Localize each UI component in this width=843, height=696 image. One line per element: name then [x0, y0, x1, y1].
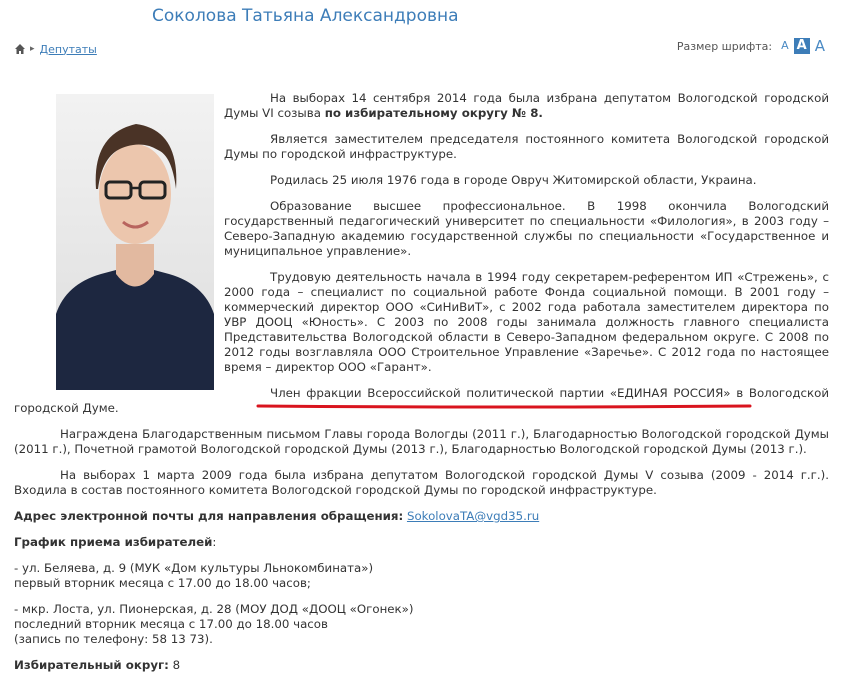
font-size-large-button[interactable]: А — [814, 37, 825, 55]
schedule-place-2-address: - мкр. Лоста, ул. Пионерская, д. 28 (МОУ ДОД «ДООЦ «Огонек») — [14, 602, 414, 616]
page-title: Соколова Татьяна Александровна — [152, 6, 459, 26]
bio-text: На выборах 14 сентября 2014 года была избрана депутатом Вологодской городской Думы VI созыва — [224, 91, 829, 120]
breadcrumb-separator: ▸ — [30, 44, 35, 54]
font-size-label: Размер шрифта: — [676, 39, 773, 53]
district-label: Избирательный округ: — [14, 658, 169, 672]
district-line — [14, 658, 829, 673]
biography — [14, 91, 829, 684]
bio-paragraph-faction: Член фракции Всероссийской политической партии «ЕДИНАЯ РОССИЯ» в Вологодской городской Думе. — [14, 386, 829, 415]
schedule-heading — [14, 535, 829, 550]
schedule-colon: : — [212, 535, 217, 549]
schedule-place-2-time: последний вторник месяца с 17.00 до 18.00 часов — [14, 617, 328, 631]
bio-paragraph-birth: Родилась 25 июля 1976 года в городе Овруч Житомирской области, Украина. — [270, 173, 757, 187]
bio-paragraph-election-2014 — [224, 91, 829, 121]
font-size-medium-button[interactable]: А — [794, 38, 810, 54]
breadcrumb — [14, 41, 97, 57]
bio-paragraph-education: Образование высшее профессиональное. В 1998 окончила Вологодский государственный педагогический университет по специальности «Филология», в 2003 году – Северо-Западную академию государственной службы по специальности «Государственное и муниципальное управление». — [224, 199, 829, 258]
bio-district-bold: по избирательному округу № 8. — [324, 106, 543, 120]
schedule-place-2 — [14, 602, 829, 647]
bio-paragraph-committee: Является заместителем председателя постоянного комитета Вологодской городской Думы по городской инфраструктуре. — [224, 132, 829, 161]
bio-paragraph-awards: Награждена Благодарственным письмом Главы города Вологды (2011 г.), Благодарностью Вологодской городской Думы (2011 г.), Почетной грамотой Вологодской городской Думы (2013 г.), Благодарностью Вологодской городской Думы (2013 г.). — [14, 427, 829, 456]
bio-paragraph-election-2009: На выборах 1 марта 2009 года была избрана депутатом Вологодской городской Думы V созыва (2009 - 2014 г.г.). Входила в состав постоянного комитета Вологодской городской Думы по городской инфраструктуре. — [14, 468, 829, 497]
district-value: 8 — [172, 658, 181, 672]
email-link[interactable]: SokolovaTA@vgd35.ru — [406, 509, 540, 523]
schedule-place-2-note: (запись по телефону: 58 13 73). — [14, 632, 213, 646]
schedule-label: График приема избирателей — [14, 535, 213, 549]
schedule-place-1 — [14, 561, 829, 591]
home-icon[interactable] — [14, 43, 26, 55]
schedule-place-1-time: первый вторник месяца с 17.00 до 18.00 часов; — [14, 576, 311, 590]
bio-paragraph-career: Трудовую деятельность начала в 1994 году секретарем-референтом ИП «Стрежень», с 2000 года – специалист по социальной работе Фонда социальной помощи. В 2001 году – коммерческий директор ООО «СиНиВиТ», с 2002 года работала заместителем директора по УВР ДООЦ «Юность». С 2003 по 2008 годы занимала должность главного специалиста Представительства Вологодской области в Северо-Западном федеральном округе. С 2008 по 2012 годы возглавляла ООО Строительное Управление «Заречье». С 2012 года по настоящее время – директор ООО «Гарант». — [224, 270, 829, 374]
email-label: Адрес электронной почты для направления обращения: — [14, 509, 404, 523]
bio-wrapped-block — [14, 91, 829, 375]
red-underline-annotation — [256, 404, 752, 409]
schedule-place-1-address: - ул. Беляева, д. 9 (МУК «Дом культуры Льнокомбината») — [14, 561, 374, 575]
email-line — [14, 509, 829, 524]
breadcrumb-link-deputies[interactable]: Депутаты — [39, 42, 97, 56]
font-size-switcher — [677, 38, 827, 54]
font-size-small-button[interactable]: А — [781, 39, 789, 52]
